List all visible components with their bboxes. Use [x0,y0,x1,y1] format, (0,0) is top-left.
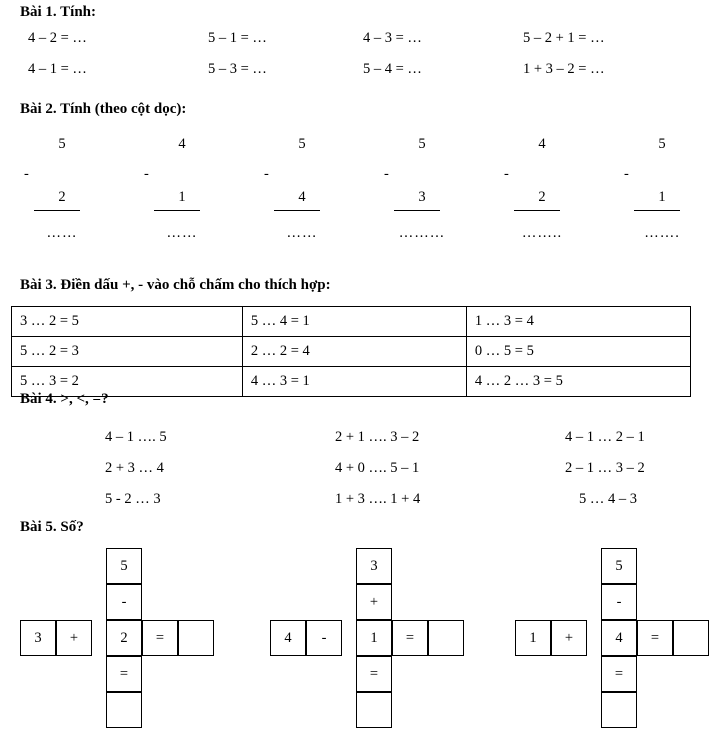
bai3-cell: 2 … 2 = 4 [242,337,466,367]
bai1-item: 1 + 3 – 2 = … [523,61,605,77]
cross-cell-horizontal-equals: = [392,620,428,656]
bai3-cell: 0 … 5 = 5 [466,337,690,367]
bai2-column [20,136,90,242]
bai2-operator: - [24,166,29,182]
bai4-item: 4 + 0 …. 5 – 1 [335,460,420,476]
cross-cell-center: 1 [356,620,392,656]
cross-puzzle-1 [20,548,212,733]
bai1-exercise-grid [28,30,693,92]
bai4-item: 1 + 3 …. 1 + 4 [335,491,421,507]
table-row [12,367,691,397]
bai2-answer-blank: …… [286,225,318,241]
bai1-item: 4 – 2 = … [28,30,87,46]
bai2-subtrahend: 1 [658,189,666,205]
bai1-item: 5 – 3 = … [208,61,267,77]
bai2-rule-line [154,210,200,211]
bai4-exercise-grid [105,429,695,522]
bai2-column [620,136,690,242]
bai3-cell: 5 … 2 = 3 [12,337,243,367]
bai2-operator: - [504,166,509,182]
bai4-item: 5 - 2 … 3 [105,491,161,507]
bai4-item: 4 – 1 …. 5 [105,429,167,445]
bai2-subtrahend: 2 [538,189,546,205]
cross-cell-bottom-answer[interactable] [601,692,637,728]
bai2-column [140,136,210,242]
bai4-item: 5 … 4 – 3 [579,491,637,507]
bai3-cell: 5 … 4 = 1 [242,307,466,337]
table-row [12,337,691,367]
bai2-minuend: 5 [658,136,666,152]
cross-puzzle-2 [270,548,462,733]
bai2-rule-line [274,210,320,211]
cross-cell-top: 5 [106,548,142,584]
cross-cell-right-answer[interactable] [178,620,214,656]
bai2-answer-blank: ……. [644,225,680,241]
bai3-cell: 3 … 2 = 5 [12,307,243,337]
cross-cell-horizontal-operator: - [306,620,342,656]
bai3-cell: 5 … 3 = 2 [12,367,243,397]
bai2-column [500,136,570,242]
bai2-subtrahend: 3 [418,189,426,205]
bai4-item: 2 + 1 …. 3 – 2 [335,429,420,445]
cross-cell-left: 3 [20,620,56,656]
bai3-cell: 4 … 2 … 3 = 5 [466,367,690,397]
bai1-heading: Bài 1. Tính: [20,4,97,20]
bai4-heading: Bài 4. >, <, =? [20,391,109,407]
bai2-column [380,136,450,242]
bai3-table [11,306,691,397]
bai2-column-sums [20,136,690,242]
bai2-answer-blank: ……… [398,225,446,241]
cross-cell-horizontal-operator: + [56,620,92,656]
bai2-operator: - [264,166,269,182]
cross-cell-horizontal-equals: = [142,620,178,656]
cross-cell-right-answer[interactable] [673,620,709,656]
bai3-cell: 1 … 3 = 4 [466,307,690,337]
bai2-answer-blank: …… [166,225,198,241]
cross-cell-vertical-equals: = [106,656,142,692]
bai2-answer-blank: …… [46,225,78,241]
bai2-subtrahend: 2 [58,189,66,205]
bai2-minuend: 5 [58,136,66,152]
cross-cell-center: 2 [106,620,142,656]
bai2-subtrahend: 1 [178,189,186,205]
bai2-subtrahend: 4 [298,189,306,205]
bai2-minuend: 4 [538,136,546,152]
cross-cell-vertical-operator: - [106,584,142,620]
bai2-operator: - [624,166,629,182]
bai2-rule-line [634,210,680,211]
cross-cell-top: 3 [356,548,392,584]
cross-cell-right-answer[interactable] [428,620,464,656]
bai1-item: 4 – 1 = … [28,61,87,77]
bai1-item: 5 – 2 + 1 = … [523,30,605,46]
bai2-rule-line [34,210,80,211]
cross-cell-top: 5 [601,548,637,584]
bai2-minuend: 5 [418,136,426,152]
cross-cell-horizontal-operator: + [551,620,587,656]
bai4-item: 2 + 3 … 4 [105,460,164,476]
bai2-minuend: 4 [178,136,186,152]
cross-puzzle-3 [515,548,707,733]
bai4-item: 4 – 1 … 2 – 1 [565,429,645,445]
bai2-rule-line [394,210,440,211]
bai2-column [260,136,330,242]
cross-cell-vertical-operator: + [356,584,392,620]
cross-cell-bottom-answer[interactable] [106,692,142,728]
cross-cell-left: 4 [270,620,306,656]
bai2-operator: - [384,166,389,182]
cross-cell-bottom-answer[interactable] [356,692,392,728]
cross-cell-center: 4 [601,620,637,656]
bai5-heading: Bài 5. Số? [20,519,84,535]
cross-cell-horizontal-equals: = [637,620,673,656]
bai1-item: 4 – 3 = … [363,30,422,46]
table-row [12,307,691,337]
cross-cell-left: 1 [515,620,551,656]
bai3-heading: Bài 3. Điền dấu +, - vào chỗ chấm cho thích hợp: [20,277,331,293]
bai2-minuend: 5 [298,136,306,152]
bai1-item: 5 – 4 = … [363,61,422,77]
bai2-operator: - [144,166,149,182]
bai2-answer-blank: …….. [521,225,563,241]
bai2-heading: Bài 2. Tính (theo cột dọc): [20,101,187,117]
cross-cell-vertical-operator: - [601,584,637,620]
cross-cell-vertical-equals: = [356,656,392,692]
bai2-rule-line [514,210,560,211]
bai4-item: 2 – 1 … 3 – 2 [565,460,645,476]
bai3-cell: 4 … 3 = 1 [242,367,466,397]
bai1-item: 5 – 1 = … [208,30,267,46]
cross-cell-vertical-equals: = [601,656,637,692]
bai5-cross-puzzles [0,548,710,733]
